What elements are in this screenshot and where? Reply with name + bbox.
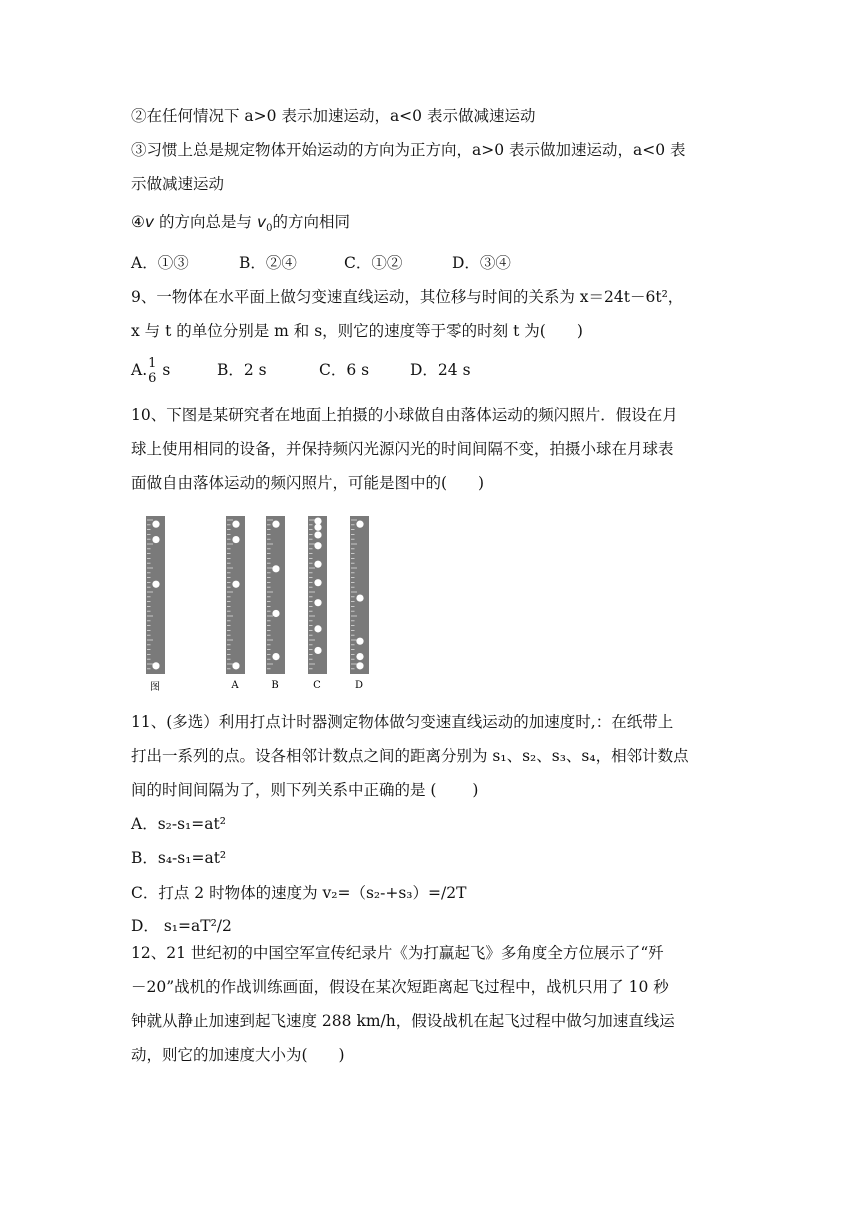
q9-options bbox=[131, 355, 471, 386]
fraction-numerator: 1 bbox=[148, 356, 157, 371]
ball-dot bbox=[272, 610, 279, 617]
q8-option-a: A．①③ bbox=[131, 254, 189, 272]
q8-options bbox=[131, 253, 511, 273]
q12-line-4: 动，则它的加速度大小为( ) bbox=[131, 1046, 345, 1064]
initial-velocity-symbol: v bbox=[256, 213, 267, 231]
ball-dot bbox=[152, 536, 159, 543]
q9-option-a bbox=[131, 355, 217, 386]
q8-option-d: D．③④ bbox=[452, 254, 511, 272]
ball-dot bbox=[272, 653, 279, 660]
fraction-denominator: 6 bbox=[148, 371, 157, 386]
q11-option-c: C．打点 2 时物体的速度为 v₂=（s₂-+s₃）=/2T bbox=[131, 884, 467, 902]
ball-dot bbox=[152, 662, 159, 669]
ball-dot bbox=[152, 581, 159, 588]
strip-a bbox=[226, 516, 245, 691]
ball-dot bbox=[356, 638, 363, 645]
q11-line-2: 打出一系列的点。设各相邻计数点之间的距离分别为 s₁、s₂、s₃、s₄，相邻计数点 bbox=[131, 747, 689, 765]
q9-line-2: x 与 t 的单位分别是 m 和 s，则它的速度等于零的时刻 t 为( ) bbox=[131, 322, 583, 340]
q9-line-1: 9、一物体在水平面上做匀变速直线运动，其位移与时间的关系为 x＝24t－6t²， bbox=[131, 288, 684, 306]
strobe-photo-figure bbox=[142, 514, 382, 694]
q9-option-a-unit: s bbox=[157, 361, 171, 379]
q10-line-3: 面做自由落体运动的频闪照片，可能是图中的( ) bbox=[131, 474, 485, 492]
ball-dot bbox=[314, 561, 321, 568]
ball-dot bbox=[356, 594, 363, 601]
velocity-symbol: v bbox=[144, 213, 155, 231]
ball-dot bbox=[232, 581, 239, 588]
line-q8-statement-3-cont: 示做减速运动 bbox=[131, 175, 225, 193]
statement-4-post: 的方向相同 bbox=[272, 213, 351, 231]
ball-dot bbox=[152, 521, 159, 528]
strip-c bbox=[308, 516, 327, 691]
ball-dot bbox=[314, 524, 321, 531]
q11-option-a: A．s₂-s₁=at² bbox=[131, 815, 226, 833]
ball-dot bbox=[272, 521, 279, 528]
q9-option-c: C．6 s bbox=[319, 361, 370, 379]
q12-line-2: －20”战机的作战训练画面，假设在某次短距离起飞过程中，战机只用了 10 秒 bbox=[131, 978, 669, 996]
q11-option-b: B．s₄-s₁=at² bbox=[131, 849, 227, 867]
initial-velocity-subscript: 0 bbox=[266, 223, 273, 235]
label-c: C bbox=[313, 680, 321, 691]
statement-4-mid: 的方向总是与 bbox=[154, 213, 257, 231]
strip-d bbox=[350, 516, 369, 691]
ball-dot bbox=[356, 662, 363, 669]
strip-b-body bbox=[266, 516, 285, 674]
q11-line-3: 间的时间间隔为了，则下列关系中正确的是 ( ) bbox=[131, 781, 479, 799]
ball-dot bbox=[272, 565, 279, 572]
ball-dot bbox=[314, 599, 321, 606]
ball-dot bbox=[232, 662, 239, 669]
label-d: D bbox=[354, 680, 364, 691]
ball-dot bbox=[314, 517, 321, 524]
ball-dot bbox=[314, 625, 321, 632]
strip-b bbox=[266, 516, 285, 691]
strip-reference bbox=[146, 516, 165, 693]
line-q8-statement-4 bbox=[131, 212, 350, 239]
q9-option-b: B．2 s bbox=[217, 361, 267, 379]
line-q8-statement-3: ③习惯上总是规定物体开始运动的方向为正方向，a>0 表示做加速运动，a<0 表 bbox=[131, 141, 686, 159]
ball-dot bbox=[232, 536, 239, 543]
label-b: B bbox=[271, 680, 279, 691]
q8-option-c: C．①② bbox=[344, 254, 403, 272]
ball-dot bbox=[314, 531, 321, 538]
ball-dot bbox=[232, 521, 239, 528]
label-a: A bbox=[231, 680, 239, 691]
ball-dot bbox=[314, 542, 321, 549]
line-q8-statement-2: ②在任何情况下 a>0 表示加速运动，a<0 表示做减速运动 bbox=[131, 107, 536, 125]
ball-dot bbox=[314, 579, 321, 586]
q10-line-1: 10、下图是某研究者在地面上拍摄的小球做自由落体运动的频闪照片．假设在月 bbox=[131, 406, 678, 424]
q11-option-d: D． s₁=aT²/2 bbox=[131, 917, 232, 935]
ball-dot bbox=[356, 521, 363, 528]
q9-option-d: D．24 s bbox=[410, 361, 471, 379]
q12-line-3: 钟就从静止加速到起飞速度 288 km/h，假设战机在起飞过程中做匀加速直线运 bbox=[131, 1012, 675, 1030]
q10-line-2: 球上使用相同的设备，并保持频闪光源闪光的时间间隔不变，拍摄小球在月球表 bbox=[131, 440, 674, 458]
label-reference: 图 bbox=[150, 682, 160, 693]
q9-option-a-fraction bbox=[148, 356, 156, 386]
ball-dot bbox=[356, 653, 363, 660]
q8-option-b: B．②④ bbox=[239, 254, 297, 272]
q9-option-a-label: A. bbox=[131, 361, 148, 379]
ball-dot bbox=[314, 647, 321, 654]
statement-4-marker: ④ bbox=[131, 213, 145, 231]
q12-line-1: 12、21 世纪初的中国空军宣传纪录片《为打赢起飞》多角度全方位展示了“歼 bbox=[131, 944, 664, 962]
q11-line-1: 11、(多选）利用打点计时器测定物体做匀变速直线运动的加速度时,：在纸带上 bbox=[131, 713, 674, 731]
